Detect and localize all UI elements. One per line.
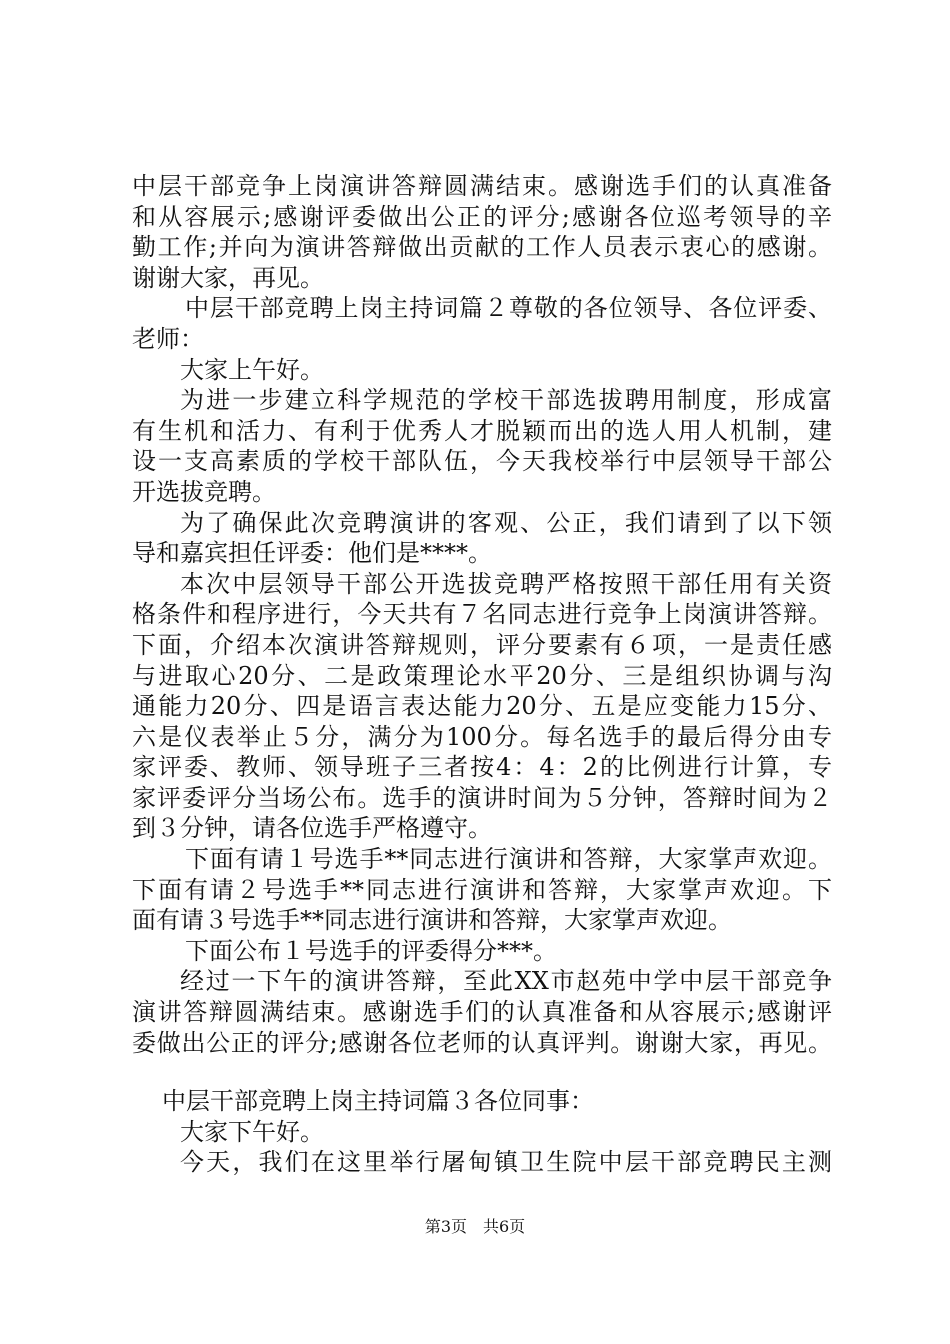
text-line: 中层干部竞争上岗演讲答辩圆满结束。感谢选手们的认真准备 xyxy=(132,172,832,200)
text-line: 通能力20分、四是语言表达能力20分、五是应变能力15分、 xyxy=(132,692,832,721)
text-line: 开选拔竞聘。 xyxy=(132,477,276,506)
paragraph-first-line: 下面有请１号选手**同志进行演讲和答辩，大家掌声欢迎。 xyxy=(185,845,832,874)
document-body xyxy=(132,171,832,1178)
text-line: 格条件和程序进行，今天共有７名同志进行竞争上岗演讲答辩。 xyxy=(132,600,832,629)
page-number-footer: 第3页 共6页 xyxy=(424,1217,526,1236)
text-line: 有生机和活力、有利于优秀人才脱颖而出的选人用人机制，建 xyxy=(132,416,832,445)
paragraph-first-line: 下面公布１号选手的评委得分***。 xyxy=(185,936,557,965)
text-line: 六是仪表举止５分，满分为100分。每名选手的最后得分由专 xyxy=(132,722,832,751)
section-heading-2: 中层干部竞聘上岗主持词篇２尊敬的各位领导、各位评委、 xyxy=(185,294,832,323)
text-line: 下面，介绍本次演讲答辩规则，评分要素有６项，一是责任感 xyxy=(132,630,832,659)
text-line: 和从容展示;感谢评委做出公正的评分;感谢各位巡考领导的辛 xyxy=(132,202,832,231)
text-line: 面有请３号选手**同志进行演讲和答辩，大家掌声欢迎。 xyxy=(132,906,732,935)
text-line: 家评委评分当场公布。选手的演讲时间为５分钟，答辩时间为２ xyxy=(132,783,832,812)
paragraph-first-line: 今天，我们在这里举行屠甸镇卫生院中层干部竞聘民主测 xyxy=(180,1148,832,1177)
text-line: 委做出公正的评分;感谢各位老师的认真评判。谢谢大家，再见。 xyxy=(132,1028,832,1057)
greeting-line: 大家上午好。 xyxy=(180,355,324,384)
text-line: 导和嘉宾担任评委：他们是****。 xyxy=(132,539,492,568)
text-line: 到３分钟，请各位选手严格遵守。 xyxy=(132,814,492,843)
text-line: 演讲答辩圆满结束。感谢选手们的认真准备和从容展示;感谢评 xyxy=(132,998,832,1027)
paragraph-first-line: 本次中层领导干部公开选拔竞聘严格按照干部任用有关资 xyxy=(180,569,832,598)
text-line: 与进取心20分、二是政策理论水平20分、三是组织协调与沟 xyxy=(132,661,832,690)
paragraph-first-line: 为了确保此次竞聘演讲的客观、公正，我们请到了以下领 xyxy=(180,508,832,537)
text-line: 谢谢大家，再见。 xyxy=(132,263,324,292)
text-line: 勤工作;并向为演讲答辩做出贡献的工作人员表示衷心的感谢。 xyxy=(132,233,832,262)
text-line: 家评委、教师、领导班子三者按4：4：2的比例进行计算，专 xyxy=(132,753,832,782)
text-line: 设一支高素质的学校干部队伍，今天我校举行中层领导干部公 xyxy=(132,447,832,476)
greeting-line: 大家下午好。 xyxy=(180,1117,324,1146)
text-line: 老师： xyxy=(132,324,204,353)
section-heading-3: 中层干部竞聘上岗主持词篇３各位同事： xyxy=(162,1087,594,1116)
text-line: 下面有请２号选手**同志进行演讲和答辩，大家掌声欢迎。下 xyxy=(132,875,832,904)
paragraph-first-line: 经过一下午的演讲答辩，至此XX市赵苑中学中层干部竞争 xyxy=(180,967,832,996)
paragraph-first-line: 为进一步建立科学规范的学校干部选拔聘用制度，形成富 xyxy=(180,386,832,415)
